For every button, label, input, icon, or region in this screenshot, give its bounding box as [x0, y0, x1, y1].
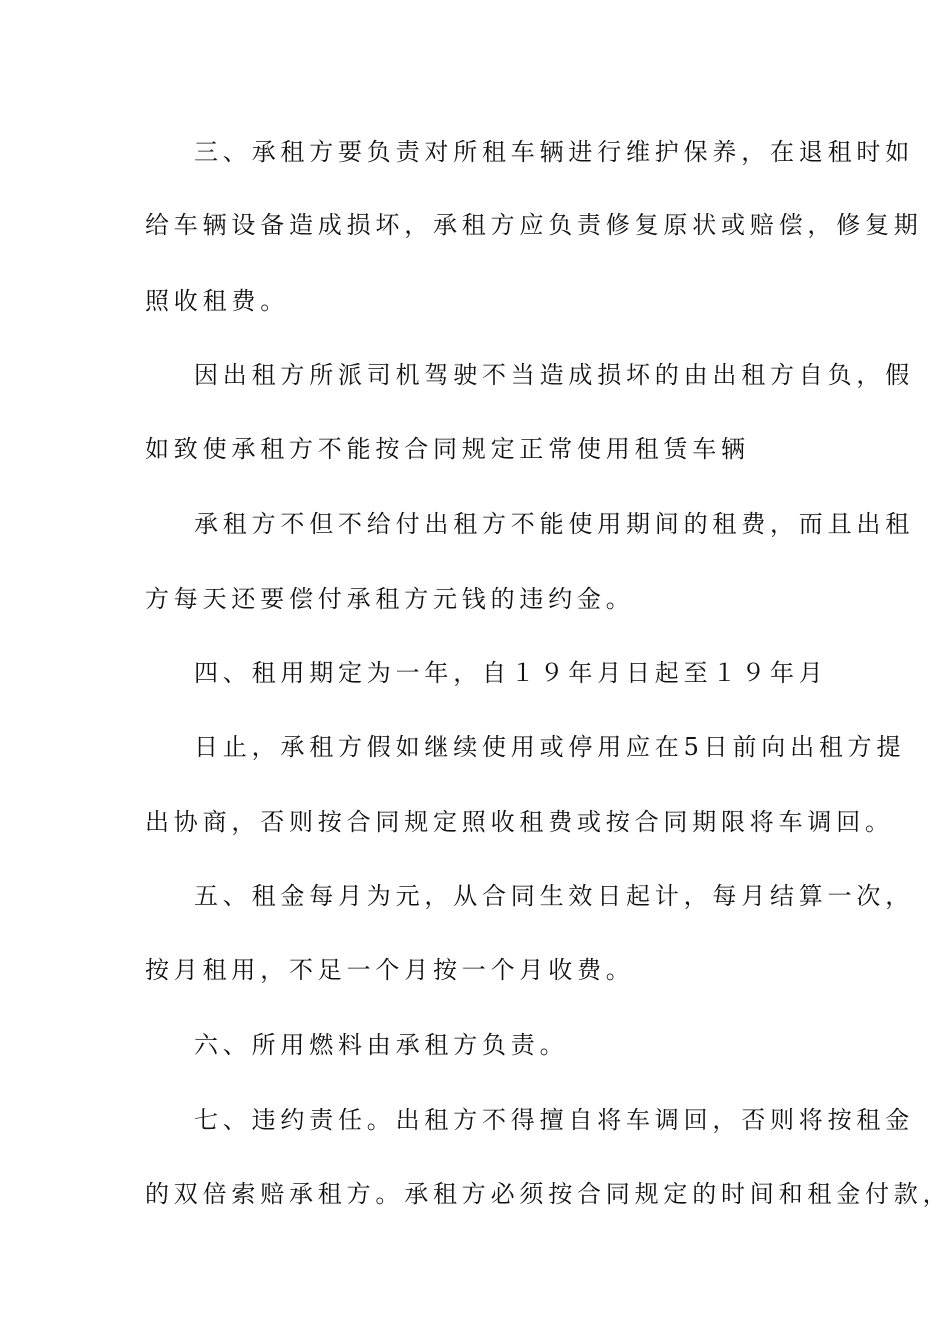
text-line-4: 因出租方所派司机驾驶不当造成损坏的由出租方自负，假 [194, 361, 914, 389]
text-line-11: 五、租金每月为元，从合同生效日起计，每月结算一次， [194, 882, 914, 910]
text-line-14: 七、违约责任。出租方不得擅自将车调回，否则将按租金 [194, 1106, 914, 1134]
text-line-3: 照收租费。 [145, 287, 289, 315]
text-line-15: 的双倍索赔承租方。承租方必须按合同规定的时间和租金付款， [145, 1180, 951, 1208]
text-line-8: 四、租用期定为一年，自１９年月日起至１９年月 [194, 659, 828, 687]
text-line-13: 六、所用燃料由承租方负责。 [194, 1031, 569, 1059]
text-line-7: 方每天还要偿付承租方元钱的违约金。 [145, 585, 635, 613]
text-line-2: 给车辆设备造成损坏，承租方应负责修复原状或赔偿，修复期 [145, 211, 923, 239]
text-line-1: 三、承租方要负责对所租车辆进行维护保养，在退租时如 [194, 138, 914, 166]
text-line-5: 如致使承租方不能按合同规定正常使用租赁车辆 [145, 435, 750, 463]
text-line-9: 日止，承租方假如继续使用或停用应在5日前向出租方提 [194, 733, 906, 761]
text-line-12: 按月租用，不足一个月按一个月收费。 [145, 956, 635, 984]
text-line-6: 承租方不但不给付出租方不能使用期间的租费，而且出租 [194, 510, 914, 538]
text-line-10: 出协商，否则按合同规定照收租费或按合同期限将车调回。 [145, 808, 894, 836]
